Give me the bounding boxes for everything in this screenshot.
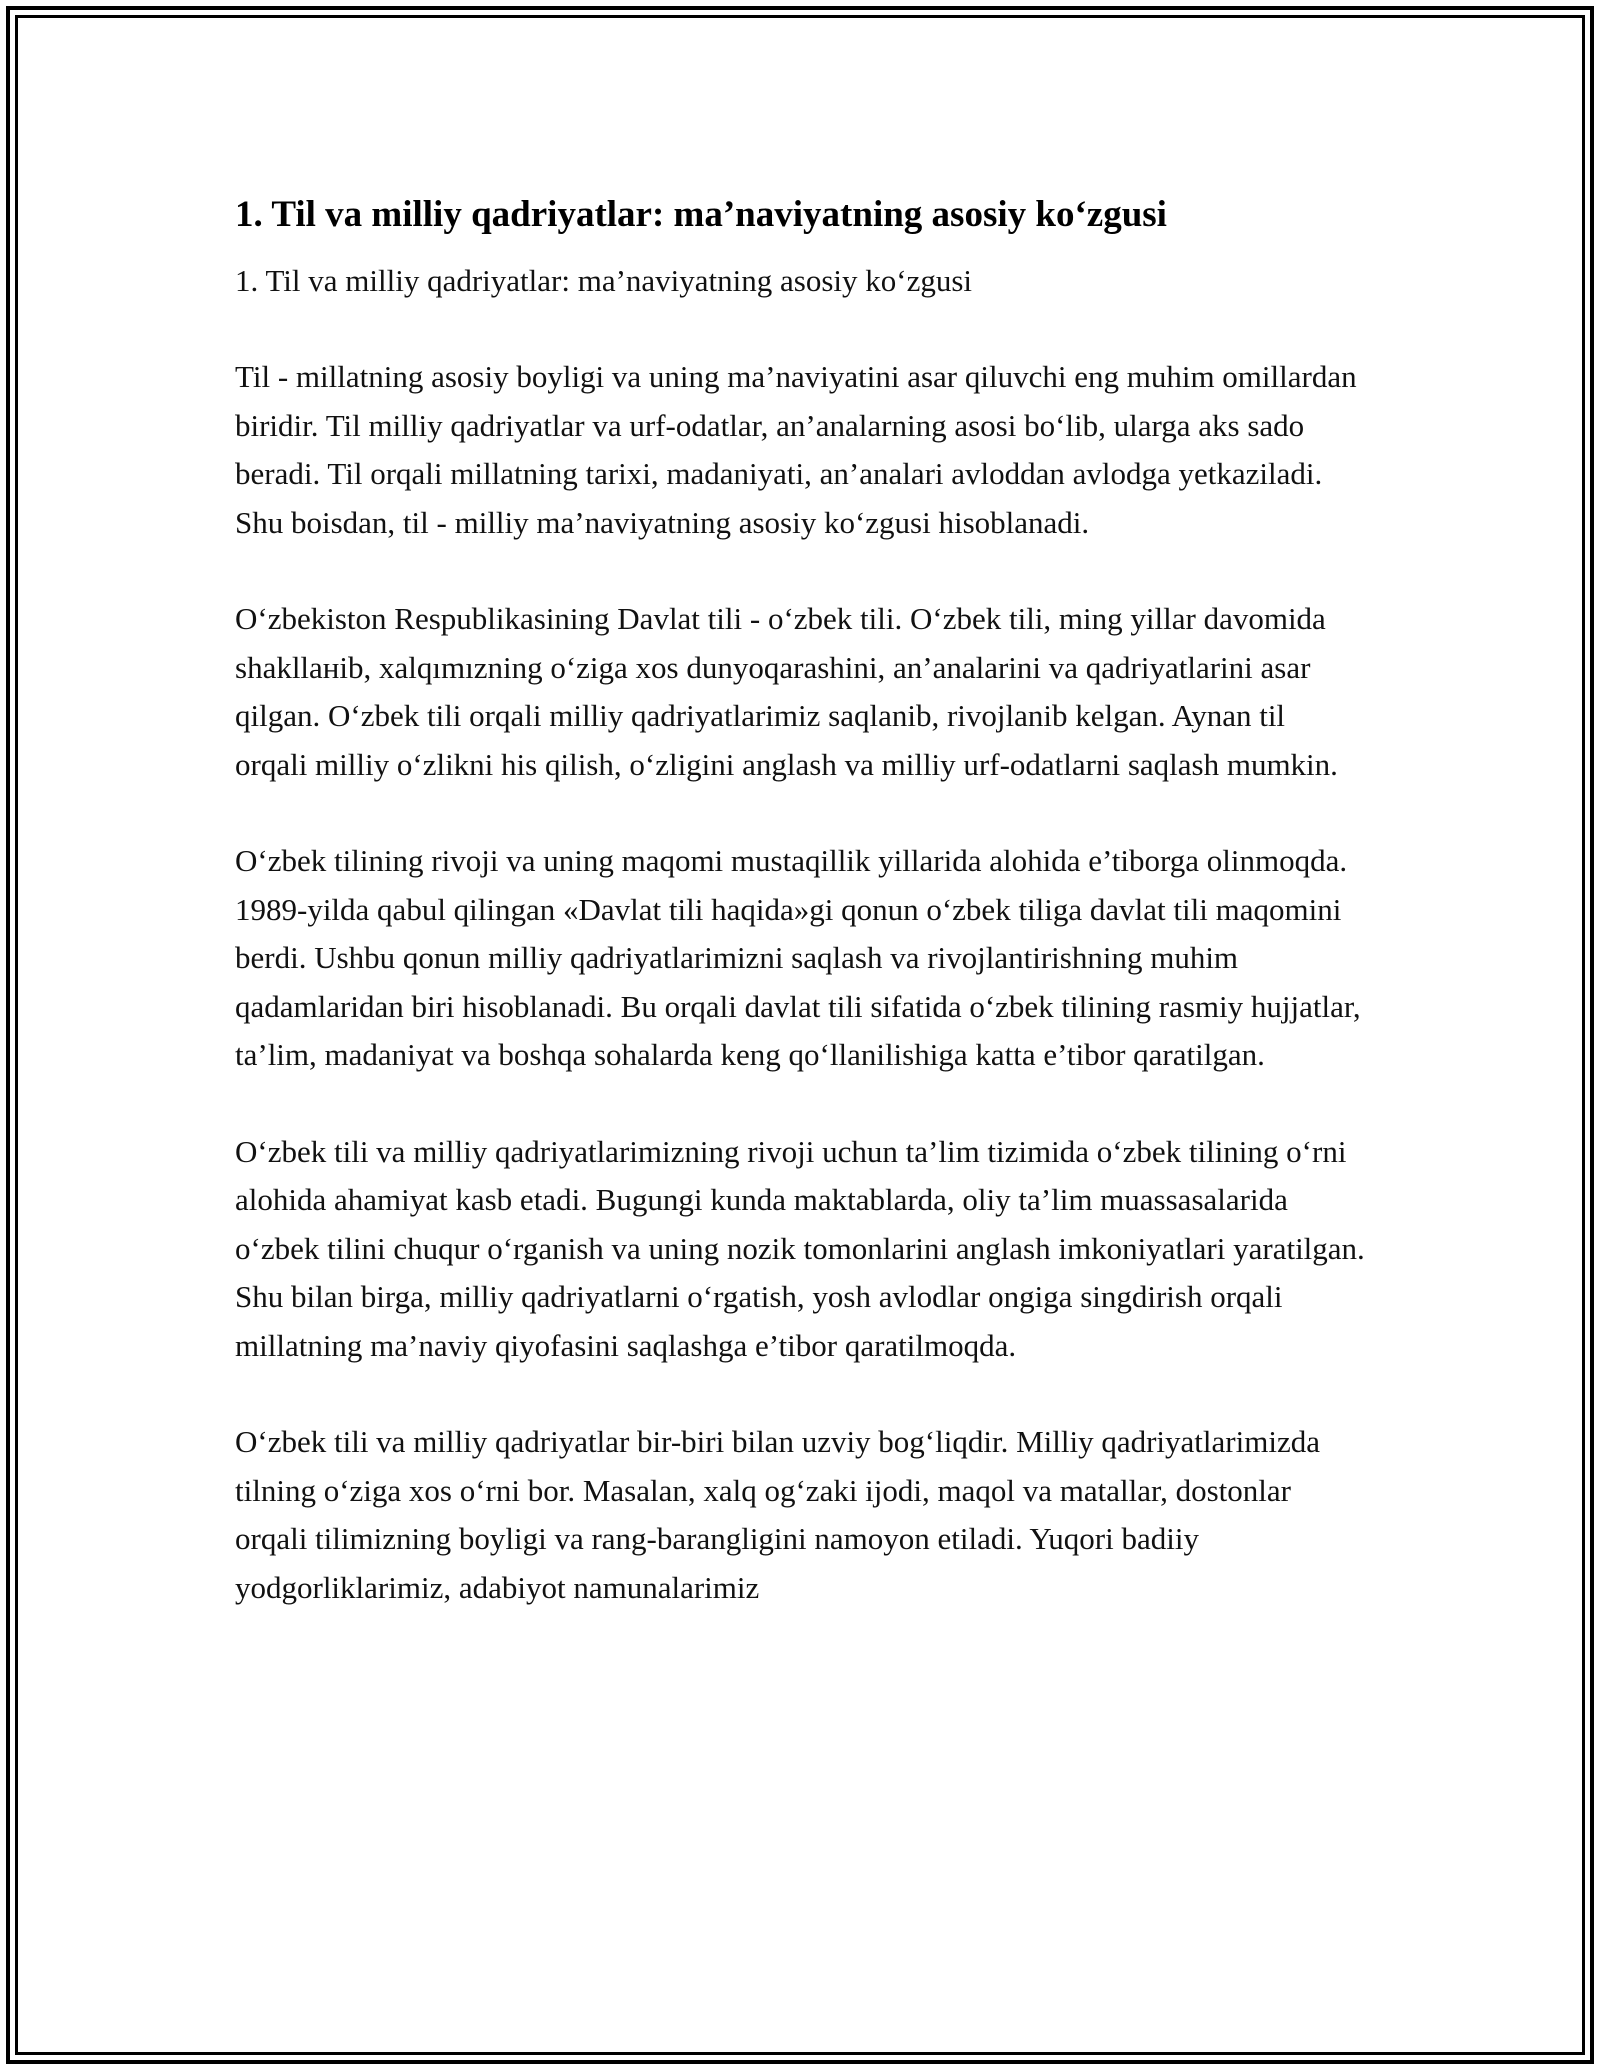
document-heading: 1. Til va milliy qadriyatlar: ma’naviyatning asosiy ko‘zgusi	[235, 194, 1167, 235]
paragraph-3: O‘zbek tilining rivoji va uning maqomi mustaqillik yillarida alohida e’tiborga olinmoqda. 1989-yilda qabul qilingan «Davlat tili haqida»gi qonun o‘zbek tiliga davlat tili maqomini berdi. Ushbu qonun milliy qadriyatlarimizni saqlash va rivojlantirishning muhim qadamlaridan biri hisoblanadi. Bu orqali davlat tili sifatida o‘zbek tilining rasmiy hujjatlar, ta’lim, madaniyat va boshqa sohalarda keng qo‘llanilishiga katta e’tibor qaratilgan.	[235, 843, 1361, 1072]
document-body	[235, 185, 1365, 1612]
paragraph-4: O‘zbek tili va milliy qadriyatlarimizning rivoji uchun ta’lim tizimida o‘zbek tilining o‘rni alohida ahamiyat kasb etadi. Bugungi kunda maktablarda, oliy ta’lim muassasalarida o‘zbek tilini chuqur o‘rganish va uning nozik tomonlarini anglash imkoniyatlari yaratilgan. Shu bilan birga, milliy qadriyatlarni o‘rgatish, yosh avlodlar ongiga singdirish orqali millatning ma’naviy qiyofasini saqlashga e’tibor qaratilmoqda.	[235, 1133, 1365, 1363]
document-subtitle: 1. Til va milliy qadriyatlar: ma’naviyatning asosiy ko‘zgusi	[235, 263, 973, 298]
paragraph-2: O‘zbekiston Respublikasining Davlat tili - o‘zbek tili. O‘zbek tili, ming yillar davomida shakllaнib, xalqımızning o‘ziga xos dunyoqarashini, an’analarini va qadriyatlarini asar qilgan. O‘zbek tili orqali milliy qadriyatlarimiz saqlanib, rivojlanib kelgan. Aynan til orqali milliy o‘zlikni his qilish, o‘zligini anglash va milliy urf-odatlarni saqlash mumkin.	[235, 601, 1338, 782]
paragraph-5: O‘zbek tili va milliy qadriyatlar bir-biri bilan uzviy bog‘liqdir. Milliy qadriyatlarimizda tilning o‘ziga xos o‘rni bor. Masalan, xalq og‘zaki ijodi, maqol va matallar, dostonlar orqali tilimizning boyligi va rang-barangligini namoyon etiladi. Yuqori badiiy yodgorliklarimiz, adabiyot namunalarimiz	[235, 1424, 1320, 1605]
paragraph-1: Til - millatning asosiy boyligi va uning ma’naviyatini asar qiluvchi eng muhim omillardan biridir. Til milliy qadriyatlar va urf-odatlar, an’analarning asosi bo‘lib, ularga aks sado beradi. Til orqali millatning tarixi, madaniyati, an’analari avloddan avlodga yetkaziladi. Shu boisdan, til - milliy ma’naviyatning asosiy ko‘zgusi hisoblanadi.	[235, 359, 1357, 540]
